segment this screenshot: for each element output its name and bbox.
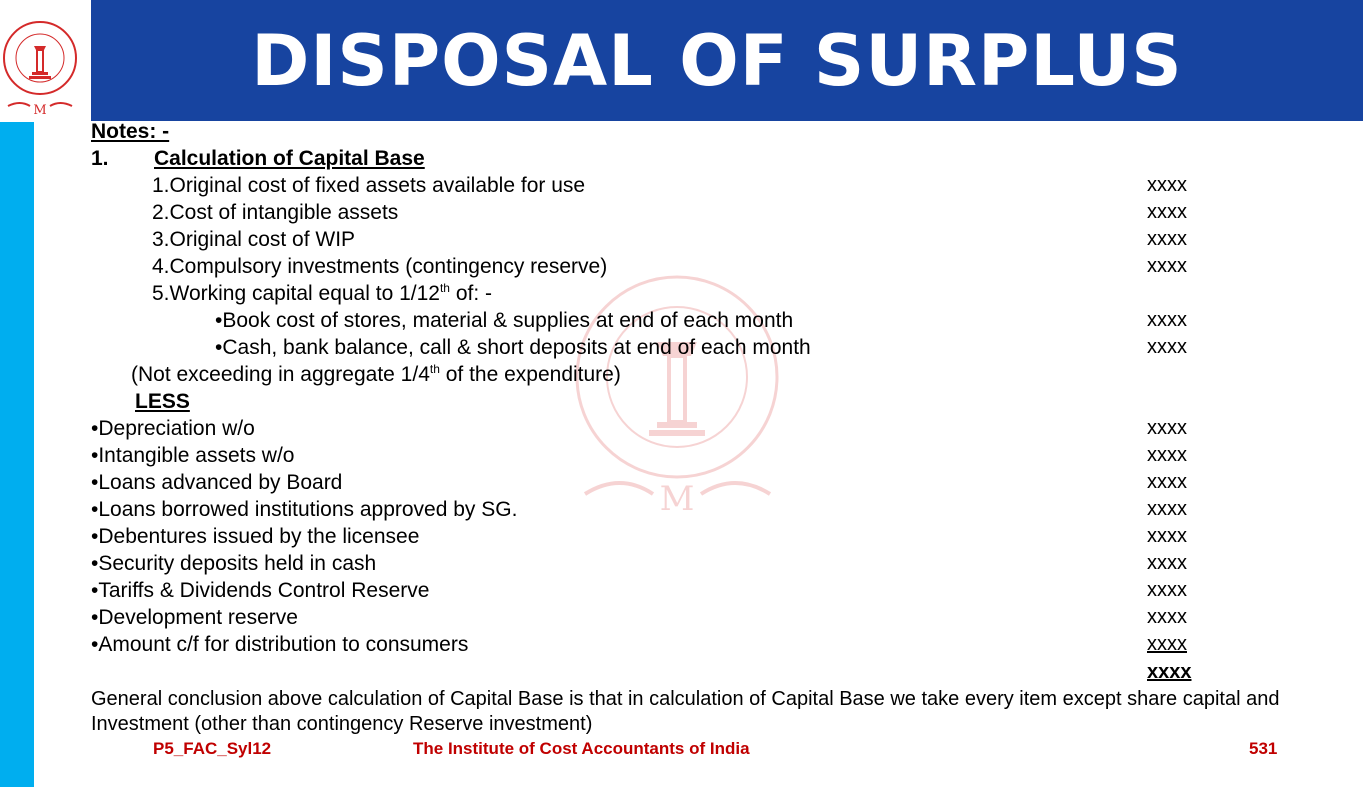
aggregate-limit-line (131, 361, 621, 388)
item-title: Calculation of Capital Base (154, 147, 425, 170)
less-item-2-amount: xxxx (1147, 444, 1187, 466)
capital-line-4-amount: xxxx (1147, 255, 1187, 277)
less-item-9: •Amount c/f for distribution to consumers (91, 633, 469, 656)
wc-item-1: •Book cost of stores, material & supplies at end of each month (215, 309, 794, 332)
capital-line-3-amount: xxxx (1147, 228, 1187, 250)
less-item-4: •Loans borrowed institutions approved by SG. (91, 498, 518, 521)
capital-base-total: xxxx (1147, 661, 1192, 683)
less-label: LESS (135, 390, 190, 413)
working-capital-text: 5.Working capital equal to 1/12 (152, 282, 440, 305)
svg-text:M: M (33, 103, 47, 118)
capital-line-3: 3.Original cost of WIP (152, 228, 356, 251)
less-item-3-amount: xxxx (1147, 471, 1187, 493)
footer-course-code: P5_FAC_Syl12 (153, 739, 272, 758)
title-banner (91, 0, 1363, 121)
capital-line-2: 2.Cost of intangible assets (152, 201, 399, 224)
slide-title: DISPOSAL OF SURPLUS (251, 19, 1183, 102)
less-item-7-amount: xxxx (1147, 579, 1187, 601)
notes-heading: Notes: - (91, 120, 170, 143)
aggregate-limit-sup: th (429, 362, 440, 376)
less-item-1-amount: xxxx (1147, 417, 1187, 439)
less-item-2: •Intangible assets w/o (91, 444, 295, 467)
wc-item-1-amount: xxxx (1147, 309, 1187, 331)
aggregate-limit-suffix: of the expenditure) (439, 363, 621, 386)
wc-item-2-amount: xxxx (1147, 336, 1187, 358)
working-capital-line (152, 280, 492, 307)
aggregate-limit-text: (Not exceeding in aggregate 1/4 (131, 363, 430, 386)
conclusion-paragraph: General conclusion above calculation of Capital Base is that in calculation of Capital Base we take every item except share capital and Investment (other than contingency Reserve investment) (91, 688, 1280, 735)
less-item-5-amount: xxxx (1147, 525, 1187, 547)
less-item-7: •Tariffs & Dividends Control Reserve (91, 579, 430, 602)
working-capital-sup: th (439, 281, 450, 295)
svg-text:M: M (659, 479, 695, 519)
less-item-6-amount: xxxx (1147, 552, 1187, 574)
less-item-3: •Loans advanced by Board (91, 471, 343, 494)
wc-item-2: •Cash, bank balance, call & short deposits at end of each month (215, 336, 811, 359)
icai-logo-icon (0, 0, 80, 122)
capital-line-2-amount: xxxx (1147, 201, 1187, 223)
less-item-1: •Depreciation w/o (91, 417, 255, 440)
capital-line-1: 1.Original cost of fixed assets available for use (152, 174, 586, 197)
less-item-6: •Security deposits held in cash (91, 552, 377, 575)
less-item-8: •Development reserve (91, 606, 298, 629)
footer-institute: The Institute of Cost Accountants of India (413, 739, 750, 758)
capital-line-4: 4.Compulsory investments (contingency reserve) (152, 255, 608, 278)
less-item-9-amount: xxxx (1147, 633, 1187, 655)
less-item-4-amount: xxxx (1147, 498, 1187, 520)
logo-watermark-icon (565, 262, 790, 524)
left-accent-bar (0, 122, 34, 787)
less-item-5: •Debentures issued by the licensee (91, 525, 420, 548)
working-capital-suffix: of: - (449, 282, 492, 305)
less-item-8-amount: xxxx (1147, 606, 1187, 628)
capital-line-1-amount: xxxx (1147, 174, 1187, 196)
item-number: 1. (91, 147, 109, 170)
footer-page-number: 531 (1249, 739, 1278, 758)
